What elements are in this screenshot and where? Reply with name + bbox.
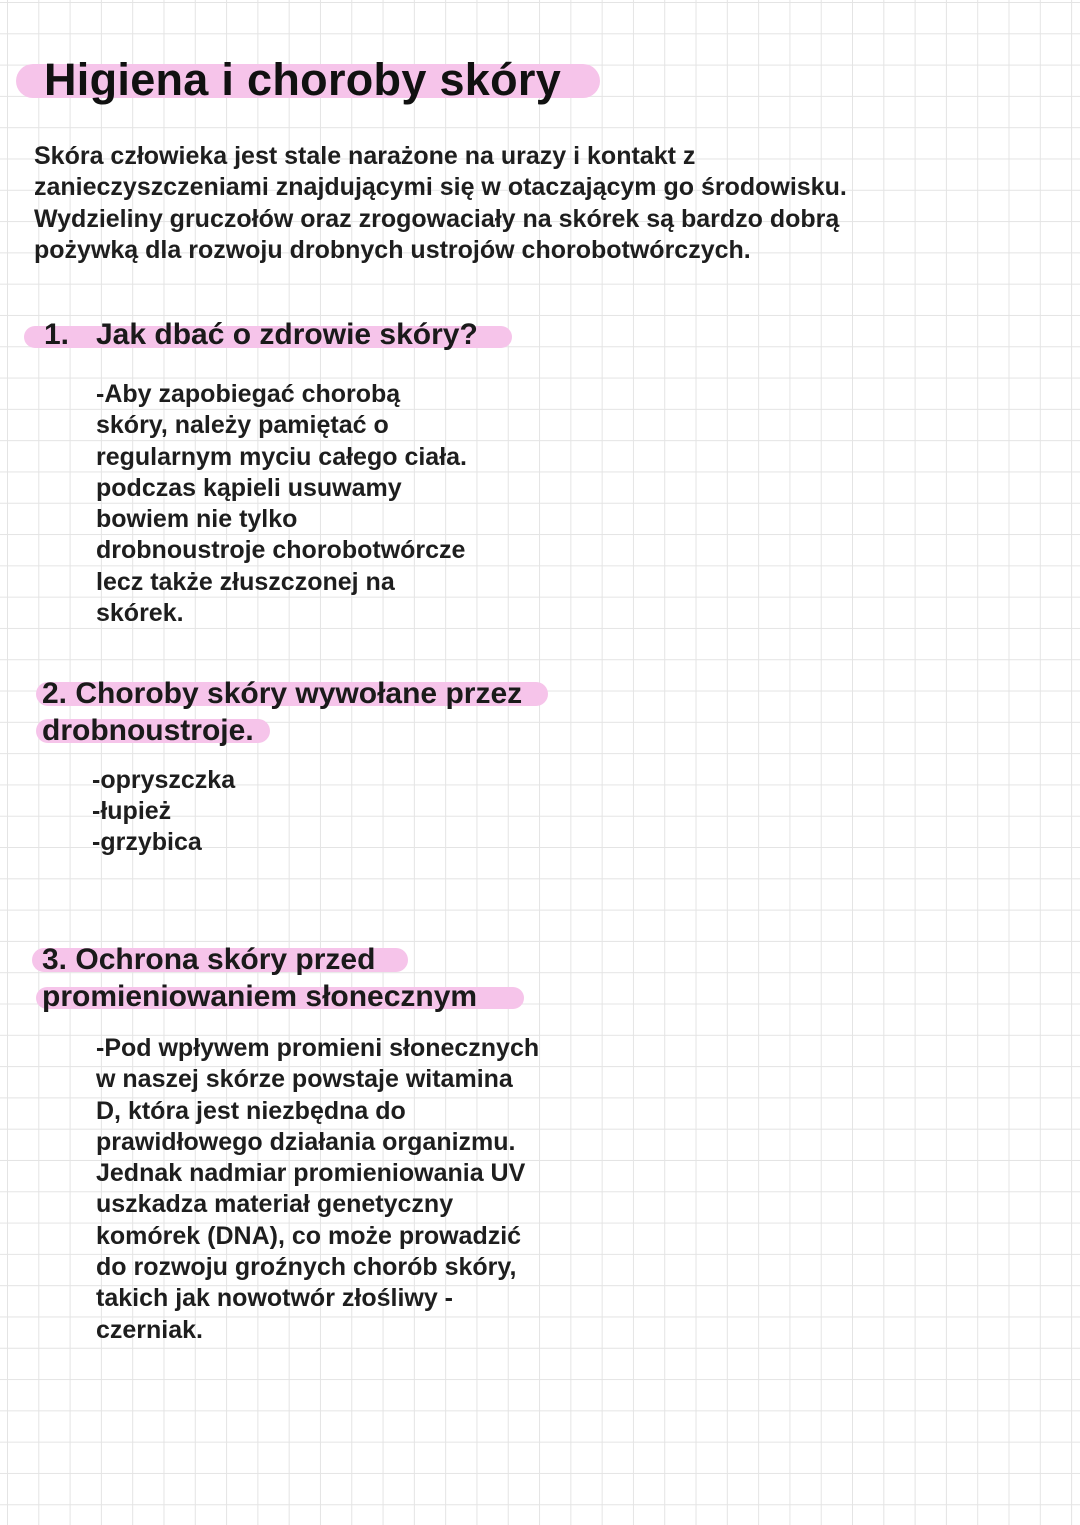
section-1-number: 1. xyxy=(44,318,70,351)
section-3-heading: 3. Ochrona skóry przed promieniowaniem słonecznym xyxy=(42,943,478,1013)
list-item: -łupież xyxy=(92,797,172,825)
section-3-text: -Pod wpływem promieni słonecznych w naszej skórze powstaje witamina D, która jest niezbędna do prawidłowego działania organizmu. Jednak nadmiar promieniowania UV uszkadza materiał genetyczny komórek (DNA), co może prowadzić do rozwoju groźnych chorób skóry, takich jak nowotwór złośliwy - czerniak. xyxy=(96,1034,540,1344)
section-1-heading: Jak dbać o zdrowie skóry? xyxy=(96,318,478,351)
list-item: -grzybica xyxy=(92,828,202,856)
section-1-text: -Aby zapobiegać chorobą skóry, należy pamiętać o regularnym myciu całego ciała. podczas kąpieli usuwamy bowiem nie tylko drobnoustroje chorobotwórcze lecz także złuszczonej na skórek. xyxy=(96,380,467,628)
list-item: -opryszczka xyxy=(92,766,236,794)
page-title: Higiena i choroby skóry xyxy=(44,54,562,105)
section-2-heading: 2. Choroby skóry wywołane przez drobnoustroje. xyxy=(42,677,523,747)
intro-paragraph: Skóra człowieka jest stale narażone na urazy i kontakt z zanieczyszczeniami znajdującymi się w otaczającym go środowisku. Wydzieliny gruczołów oraz zrogowaciały na skórek są bardzo dobrą pożywką dla rozwoju drobnych ustrojów chorobotwórczych. xyxy=(34,142,847,264)
